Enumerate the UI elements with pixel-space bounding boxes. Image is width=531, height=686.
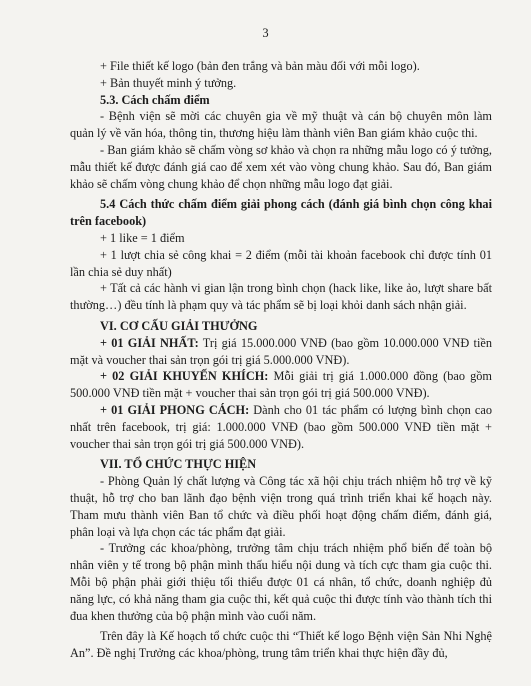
section-6-title: VI. CƠ CẤU GIẢI THƯỞNG — [100, 318, 258, 333]
section-5-4-title: 5.4 Cách thức chấm điểm giải phong cách (đánh giá bình chọn công khai trên facebook) — [70, 197, 492, 229]
prize-encouragement-label: + 02 GIẢI KHUYẾN KHÍCH: — [100, 369, 269, 384]
prize-style-label: + 01 GIẢI PHONG CÁCH: — [100, 402, 250, 417]
prize-encouragement-text: Mỗi giải trị giá 1.000.000 đồng (bao gồm 500.000 VNĐ tiền mặt + voucher thai sản trọn gói trị giá 500.000 VNĐ). — [70, 369, 492, 401]
prize-first-label: + 01 GIẢI NHẤT: — [100, 335, 199, 350]
section-7-paragraph-1: - Phòng Quản lý chất lượng và Công tác xã hội chịu trách nhiệm hỗ trợ về kỹ thuật, hỗ trợ cho ban lãnh đạo bệnh viện trong quá trình triển khai kế hoạch này. Tham mưu thành viên Ban tổ chức và điều phối hoạt động chấm điểm, đánh giá, phân loại và lựa chọn các tác phẩm đạt giải. — [70, 474, 492, 539]
section-5-3-paragraph-2: - Ban giám khảo sẽ chấm vòng sơ khảo và chọn ra những mẫu logo có ý tưởng, mẫu thiết kế được đánh giá cao để xem xét vào vòng chung khảo. Sau đó, Ban giám khảo sẽ chấm vòng chung khảo để chọn những mẫu logo đạt giải. — [70, 142, 492, 191]
section-7-paragraph-2: - Trưởng các khoa/phòng, trưởng tâm chịu trách nhiệm phổ biến để toàn bộ nhân viên y tế trong bộ phận mình thấu hiểu nội dung và tích cực tham gia cuộc thi. Mỗi bộ phận phải giới thiệu tối thiểu được 01 cá nhân, tổ chức, doanh nghiệp đủ năng lực, có khả năng tham gia cuộc thi, kết quả cuộc thi được tính vào thành tích thi đua khen thưởng của bộ phận mình vào cuối năm. — [70, 541, 492, 623]
explanation-line: + Bản thuyết minh ý tưởng. — [100, 75, 237, 90]
section-5-4-fraud: + Tất cả các hành vi gian lận trong bình chọn (hack like, like ảo, lượt share bất thường…) đều tính là phạm quy và tác phẩm sẽ bị loại khỏi danh sách nhận giải. — [70, 281, 492, 313]
section-5-4-share: + 1 lượt chia sẻ công khai = 2 điểm (mỗi tài khoản facebook chỉ được tính 01 lần chia sẻ duy nhất) — [70, 247, 492, 279]
prize-first-text: Trị giá 15.000.000 VNĐ (bao gồm 10.000.000 VNĐ tiền mặt và voucher thai sản trọn gói trị giá 5.000.000 VNĐ). — [70, 335, 492, 367]
prize-first — [70, 335, 492, 369]
page-number: 3 — [262, 26, 269, 40]
file-design-line: + File thiết kế logo (bản đen trắng và bản màu đối với mỗi logo). — [100, 59, 420, 73]
section-7-title: VII. TỔ CHỨC THỰC HIỆN — [100, 457, 257, 472]
prize-style-text: Dành cho 01 tác phẩm có lượng bình chọn cao nhất trên facebook, trị giá: 1.000.000 VNĐ (bao gồm 500.000 VNĐ tiền mặt + voucher thai sản trọn gói trị giá 500.000 VNĐ). — [70, 402, 492, 451]
section-5-3-paragraph-1: - Bệnh viện sẽ mời các chuyên gia về mỹ thuật và cán bộ chuyên môn làm quản lý về văn hóa, thông tin, thương hiệu làm thành viên Ban giám khảo cuộc thi. — [70, 109, 492, 141]
section-5-3-title: 5.3. Cách chấm điểm — [100, 92, 210, 107]
closing-paragraph: Trên đây là Kế hoạch tổ chức cuộc thi “Thiết kế logo Bệnh viện Sản Nhi Nghệ An”. Đề nghị Trưởng các khoa/phòng, trung tâm triển khai thực hiện đầy đủ, — [70, 629, 492, 661]
prize-style — [70, 402, 492, 452]
prize-encouragement — [70, 368, 492, 402]
page-content — [70, 58, 492, 662]
section-5-4-like: + 1 like = 1 điểm — [100, 230, 185, 245]
